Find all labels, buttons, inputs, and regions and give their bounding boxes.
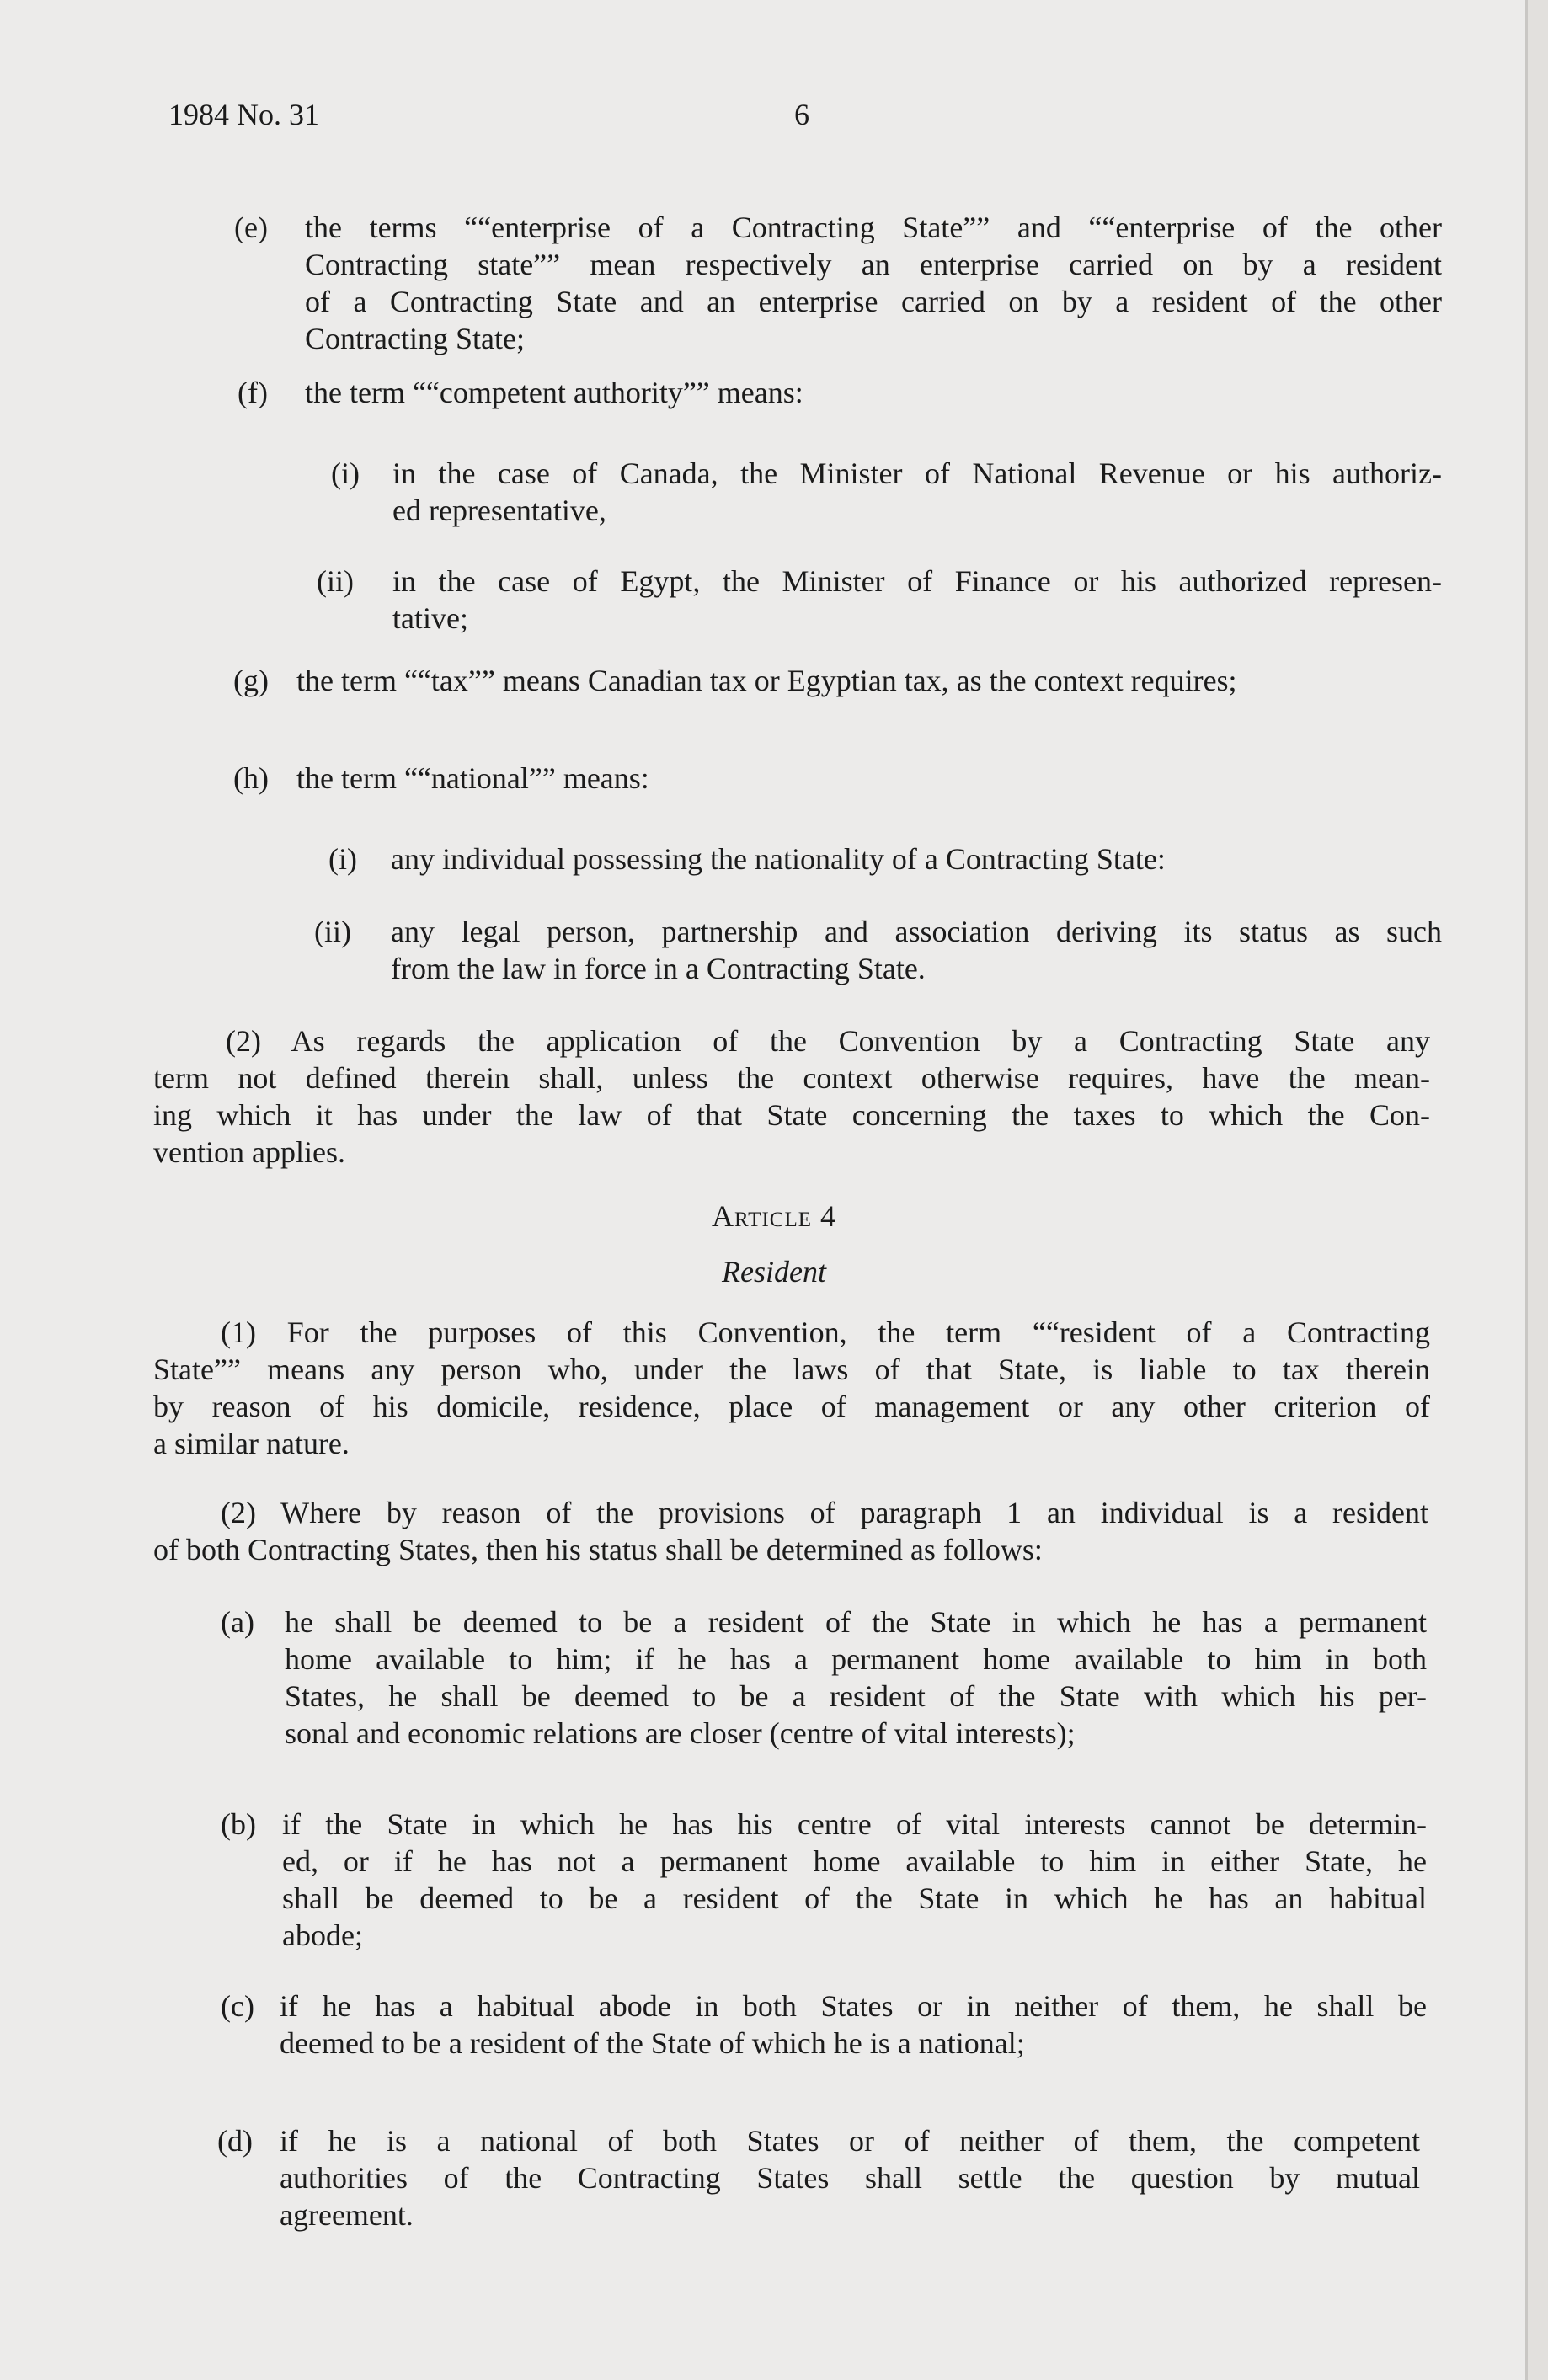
clause-h-label: (h): [233, 761, 269, 795]
article-paragraph-2-line-2: of both Contracting States, then his status shall be determined as follows:: [153, 1533, 1043, 1566]
item-b-line-1: if the State in which he has his centre of vital interests cannot be determin-: [282, 1807, 1427, 1841]
clause-f-item-2-line-1: in the case of Egypt, the Minister of Finance or his authorized represen-: [392, 564, 1442, 598]
clause-h-text: the term ““national”” means:: [296, 761, 649, 795]
clause-h-item-2-label: (ii): [314, 915, 351, 948]
clause-e-label: (e): [234, 211, 268, 244]
clause-f-item-2-label: (ii): [317, 564, 354, 598]
item-a-label: (a): [221, 1605, 254, 1639]
paragraph-2-line-2: term not defined therein shall, unless the context otherwise requires, have the mean-: [153, 1061, 1430, 1095]
item-c-label: (c): [221, 1989, 254, 2023]
clause-h-item-2-text: [391, 913, 1442, 987]
clause-f-item-1-text: [392, 455, 1442, 529]
article-subheading: Resident: [722, 1255, 826, 1289]
clause-e-line-3: of a Contracting State and an enterprise carried on by a resident of the other: [305, 285, 1442, 318]
item-b-label: (b): [221, 1807, 256, 1841]
article-paragraph-2: [153, 1494, 1428, 1568]
clause-f-text: the term ““competent authority”” means:: [305, 376, 803, 409]
item-a-line-1: he shall be deemed to be a resident of the State in which he has a permanent: [285, 1605, 1427, 1639]
item-d-line-1: if he is a national of both States or of neither of them, the competent: [280, 2124, 1420, 2158]
clause-g-text: the term ““tax”” means Canadian tax or Egyptian tax, as the context requires;: [296, 664, 1237, 697]
clause-f-label: (f): [238, 376, 268, 409]
paragraph-2-line-4: vention applies.: [153, 1135, 345, 1169]
clause-e-text: [305, 209, 1442, 357]
item-c-text: [280, 1988, 1427, 2062]
article-paragraph-1: [153, 1314, 1430, 1462]
clause-h-item-1-line-1: any individual possessing the nationality of a Contracting State:: [391, 842, 1166, 876]
item-b-text: [282, 1806, 1427, 1954]
article-paragraph-2-line-1: (2) Where by reason of the provisions of paragraph 1 an individual is a resident: [221, 1496, 1428, 1529]
clause-h-item-1-text: [391, 840, 1401, 878]
item-d-line-3: agreement.: [280, 2198, 414, 2232]
clause-f-item-1-line-2: ed representative,: [392, 494, 606, 527]
paragraph-2-line-1: (2) As regards the application of the Convention by a Contracting State any: [226, 1024, 1430, 1058]
clause-e-line-4: Contracting State;: [305, 322, 525, 355]
page-edge: [1525, 0, 1528, 2380]
item-b-line-2: ed, or if he has not a permanent home available to him in either State, he: [282, 1844, 1427, 1878]
item-a-line-4: sonal and economic relations are closer (centre of vital interests);: [285, 1716, 1076, 1750]
paragraph-2: [153, 1022, 1430, 1171]
header-year-number: 1984 No. 31: [168, 98, 319, 131]
clause-g-label: (g): [233, 664, 269, 697]
article-paragraph-1-line-4: a similar nature.: [153, 1427, 350, 1460]
article-heading: Article 4: [712, 1199, 836, 1233]
item-d-line-2: authorities of the Contracting States shall settle the question by mutual: [280, 2161, 1420, 2195]
item-b-line-4: abode;: [282, 1918, 363, 1952]
article-paragraph-1-line-1: (1) For the purposes of this Convention, the term ““resident of a Contracting: [221, 1315, 1430, 1349]
item-c-line-2: deemed to be a resident of the State of which he is a national;: [280, 2026, 1025, 2060]
item-a-text: [285, 1604, 1427, 1752]
item-c-line-1: if he has a habitual abode in both States or in neither of them, he shall be: [280, 1989, 1427, 2023]
clause-h-item-1-label: (i): [328, 842, 357, 876]
clause-h-item-2-line-2: from the law in force in a Contracting State.: [391, 952, 926, 985]
clause-f-item-2-text: [392, 563, 1442, 637]
article-paragraph-1-line-2: State”” means any person who, under the laws of that State, is liable to tax therein: [153, 1353, 1430, 1386]
paragraph-2-line-3: ing which it has under the law of that State concerning the taxes to which the Con-: [153, 1098, 1430, 1132]
item-d-text: [280, 2122, 1420, 2233]
clause-e-line-1: the terms ““enterprise of a Contracting State”” and ““enterprise of the other: [305, 211, 1442, 244]
item-d-label: (d): [217, 2124, 253, 2158]
clause-f-item-1-line-1: in the case of Canada, the Minister of National Revenue or his authoriz-: [392, 456, 1442, 490]
clause-f-item-1-label: (i): [331, 456, 360, 490]
page-number: 6: [794, 98, 809, 131]
page-edge-shadow: [1528, 0, 1548, 2380]
clause-f-item-2-line-2: tative;: [392, 601, 468, 635]
item-a-line-2: home available to him; if he has a permanent home available to him in both: [285, 1642, 1427, 1676]
clause-h-item-2-line-1: any legal person, partnership and association deriving its status as such: [391, 915, 1442, 948]
clause-e-line-2: Contracting state”” mean respectively an enterprise carried on by a resident: [305, 248, 1442, 281]
item-a-line-3: States, he shall be deemed to be a resident of the State with which his per-: [285, 1679, 1427, 1713]
article-paragraph-1-line-3: by reason of his domicile, residence, place of management or any other criterion of: [153, 1390, 1430, 1423]
item-b-line-3: shall be deemed to be a resident of the State in which he has an habitual: [282, 1881, 1427, 1915]
